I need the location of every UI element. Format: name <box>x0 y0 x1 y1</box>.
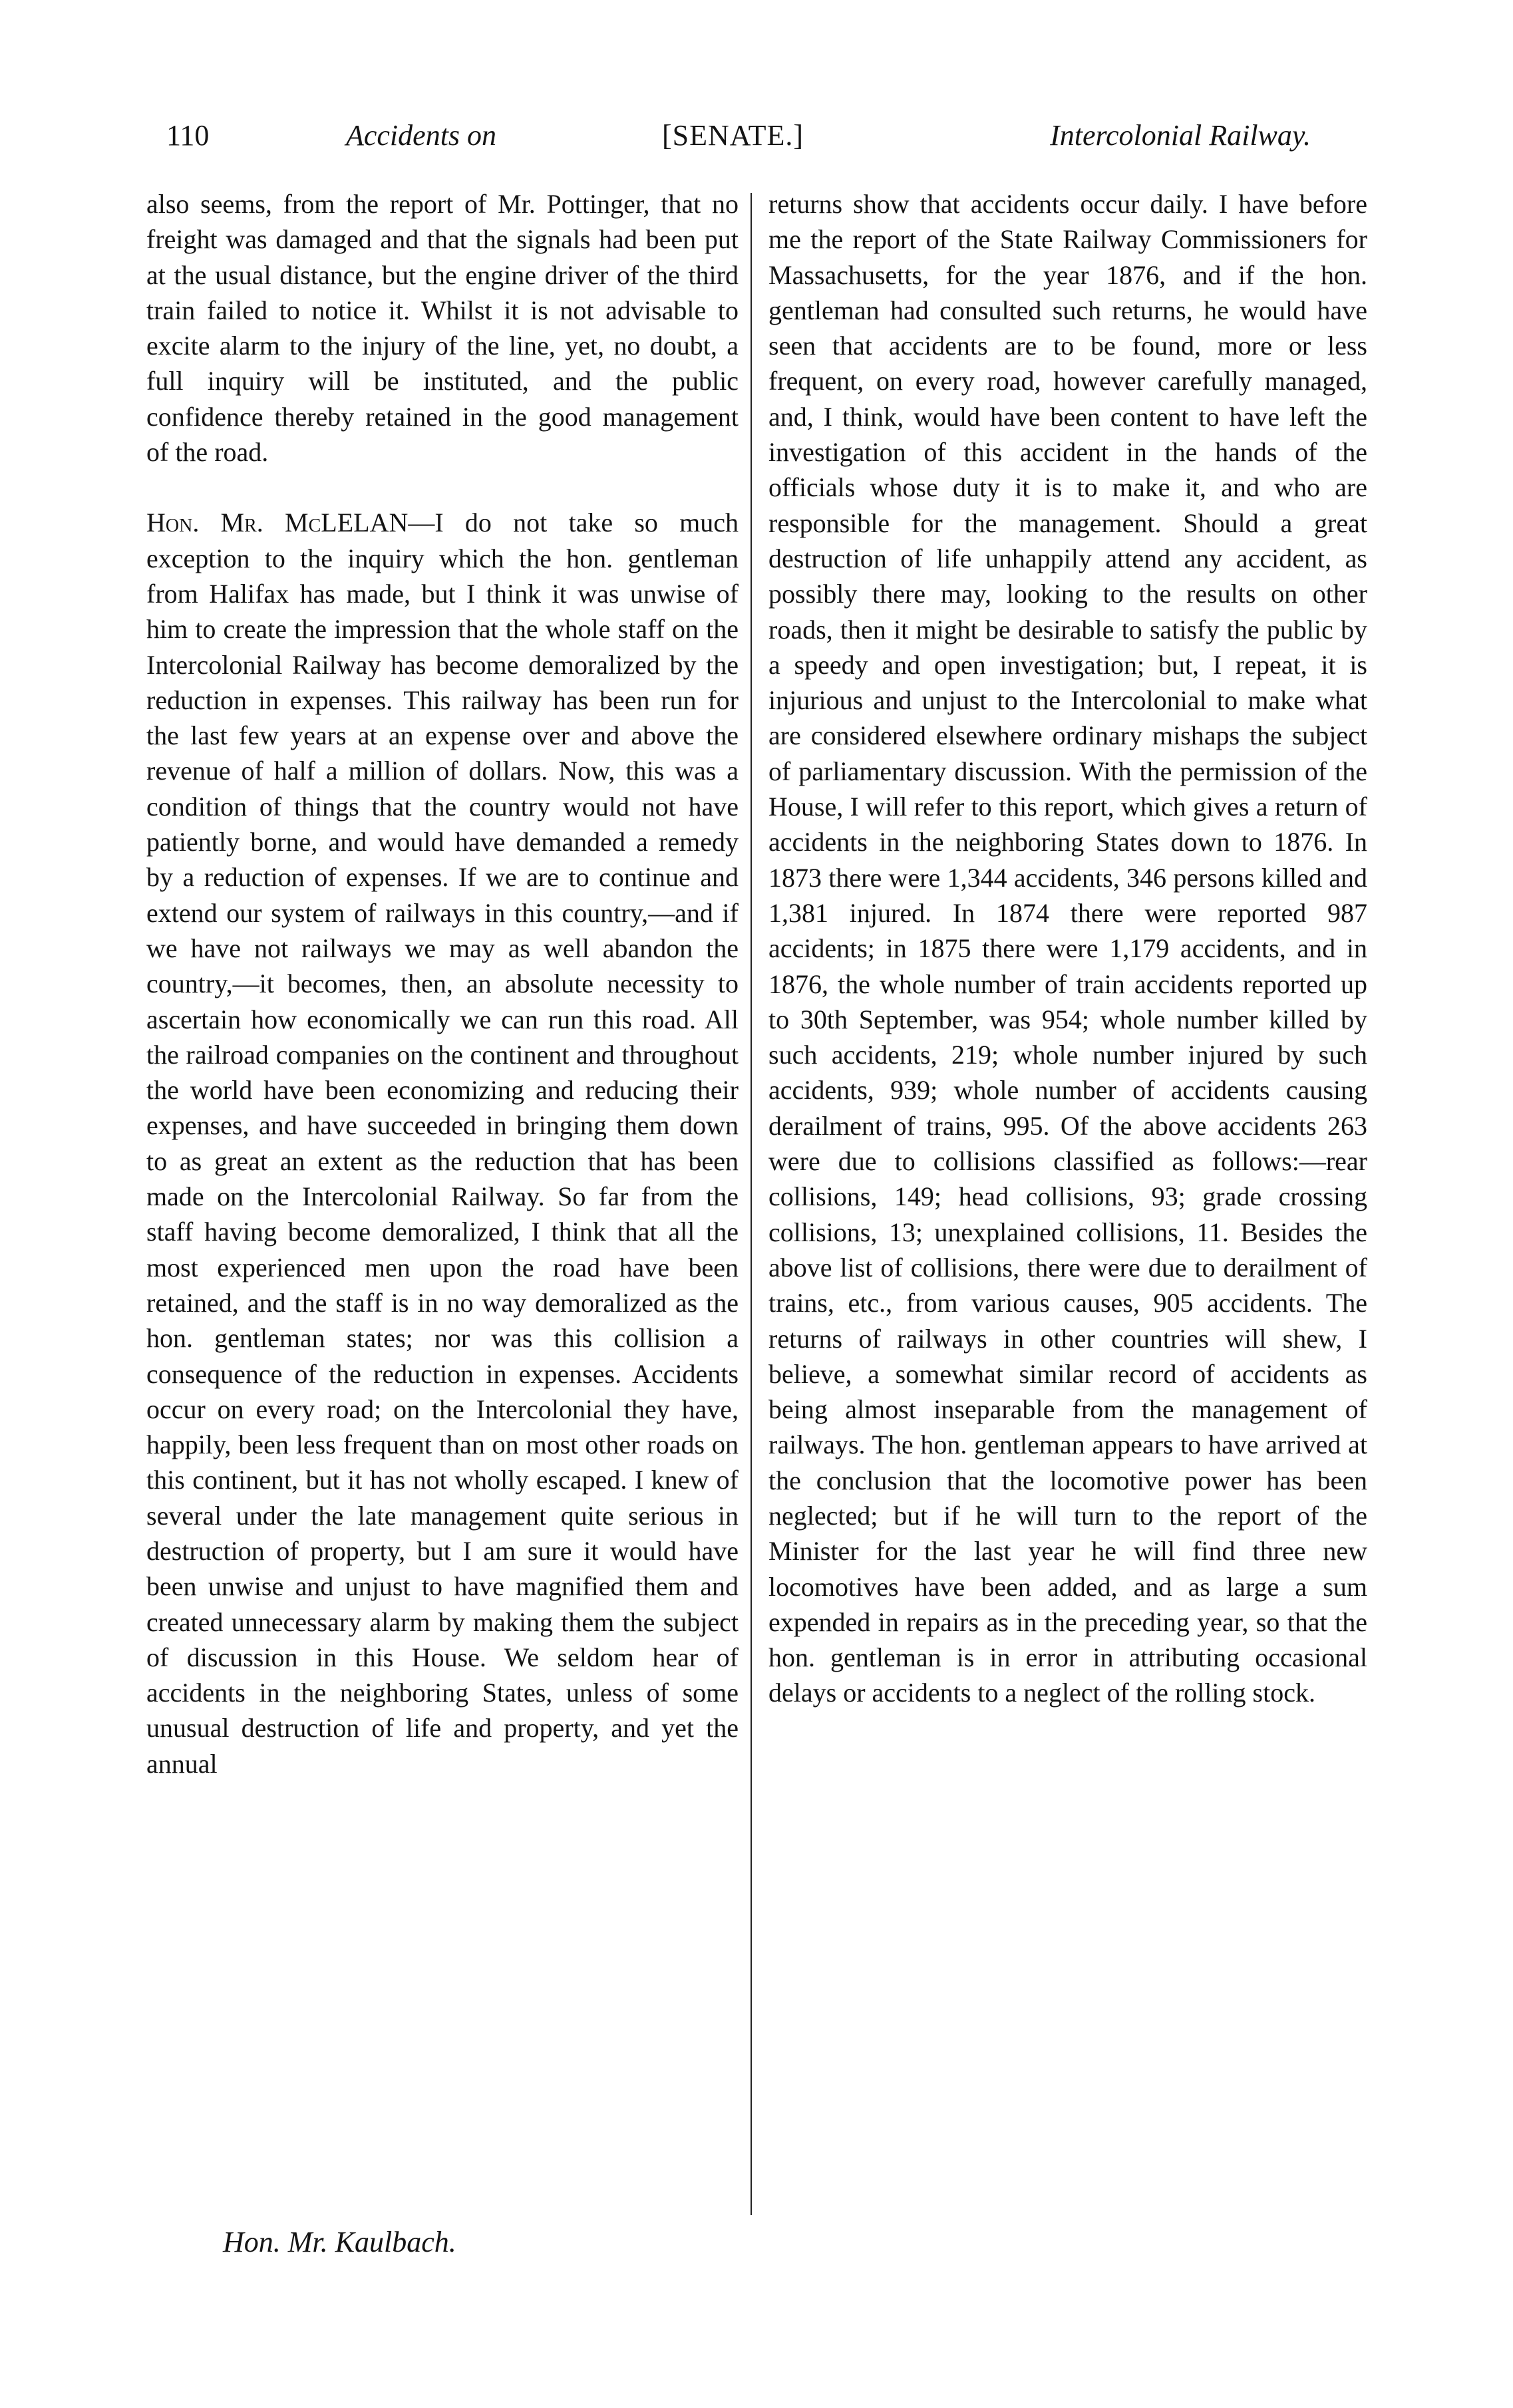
left-paragraph-2 <box>146 505 739 1781</box>
page-header <box>166 118 1311 172</box>
running-head-center: [SENATE.] <box>662 119 804 152</box>
speaker-name: Hon. Mr. McLELAN <box>146 508 409 538</box>
left-paragraph-1: also seems, from the report of Mr. Pottinger, that no freight was damaged and that the signals had been put at the usual distance, but the engine driver of the third train failed to notice it. Whilst it is not advisable to excite alarm to the injury of the line, yet, no doubt, a full inquiry will be instituted, and the public confidence thereby retained in the good management of the road. <box>146 189 739 468</box>
catchword: Hon. Mr. Kaulbach. <box>223 2226 456 2258</box>
column-divider <box>751 193 752 2215</box>
page-number: 110 <box>166 119 210 152</box>
right-column <box>768 186 1367 1711</box>
running-head-right: Intercolonial Railway. <box>1050 119 1311 152</box>
speech-text: —I do not take so much exception to the inquiry which the hon. gentleman from Halifax has made, but I think it was unwise of him to create the impression that the whole staff on the Intercolonial Railway has become demoralized by the reduction in expenses. This railway has been run for the last few years at an expense over and above the revenue of half a million of dollars. Now, this was a condition of things that the country would not have patiently borne, and would have demanded a remedy by a reduction of expenses. If we are to continue and extend our system of railways in this country,—and if we have not railways we may as well abandon the country,—it becomes, then, an absolute necessity to ascertain how economically we can run this road. All the railroad companies on the continent and throughout the world have been economizing and reducing their expenses, and have succeeded in bringing them down to as great an extent as the reduction that has been made on the Intercolonial Railway. So far from the staff having become demoralized, I think that all the most experienced men upon the road have been retained, and the staff is in no way demoralized as the hon. gentleman states; nor was this collision a consequence of the reduction in expenses. Accidents occur on every road; on the Intercolonial they have, happily, been less frequent than on most other roads on this continent, but it has not wholly escaped. I knew of several under the late management quite serious in destruction of property, but I am sure it would have been unwise and unjust to have magnified them and created unnecessary alarm by making them the subject of discussion in this House. We seldom hear of accidents in the neighboring States, unless of some unusual destruction of life and property, and yet the annual <box>146 508 739 1779</box>
left-column <box>146 186 739 1781</box>
running-head-left: Accidents on <box>346 119 497 152</box>
right-paragraph-1: returns show that accidents occur daily. I have before me the report of the State Railway Commissioners for Massachusetts, for the year 1876, and if the hon. gentleman had consulted such returns, he would have seen that accidents are to be found, more or less frequent, on every road, however carefully managed, and, I think, would have been content to have left the investigation of this accident in the hands of the officials whose duty it is to make it, and who are responsible for the management. Should a great destruction of life unhappily attend any accident, as possibly there may, looking to the results on other roads, then it might be desirable to satisfy the public by a speedy and open investigation; but, I repeat, it is injurious and unjust to the Intercolonial to make what are considered elsewhere ordinary mishaps the subject of parliamentary discussion. With the permission of the House, I will refer to this report, which gives a return of accidents in the neighboring States down to 1876. In 1873 there were 1,344 accidents, 346 persons killed and 1,381 injured. In 1874 there were reported 987 accidents; in 1875 there were 1,179 accidents, and in 1876, the whole number of train accidents reported up to 30th September, was 954; whole number killed by such accidents, 219; whole number injured by such accidents, 939; whole number of accidents causing derailment of trains, 995. Of the above accidents 263 were due to collisions classified as follows:—rear collisions, 149; head collisions, 93; grade crossing collisions, 13; unexplained collisions, 11. Besides the above list of collisions, there were due to derailment of trains, etc., from various causes, 905 accidents. The returns of railways in other countries will shew, I believe, a somewhat similar record of accidents as being almost inseparable from the management of railways. The hon. gentleman appears to have arrived at the conclusion that the locomotive power has been neglected; but if he will turn to the report of the Minister for the last year he will find three new locomotives have been added, and as large a sum expended in repairs as in the preceding year, so that the hon. gentleman is in error in attributing occasional delays or accidents to a neglect of the rolling stock. <box>768 189 1367 1708</box>
